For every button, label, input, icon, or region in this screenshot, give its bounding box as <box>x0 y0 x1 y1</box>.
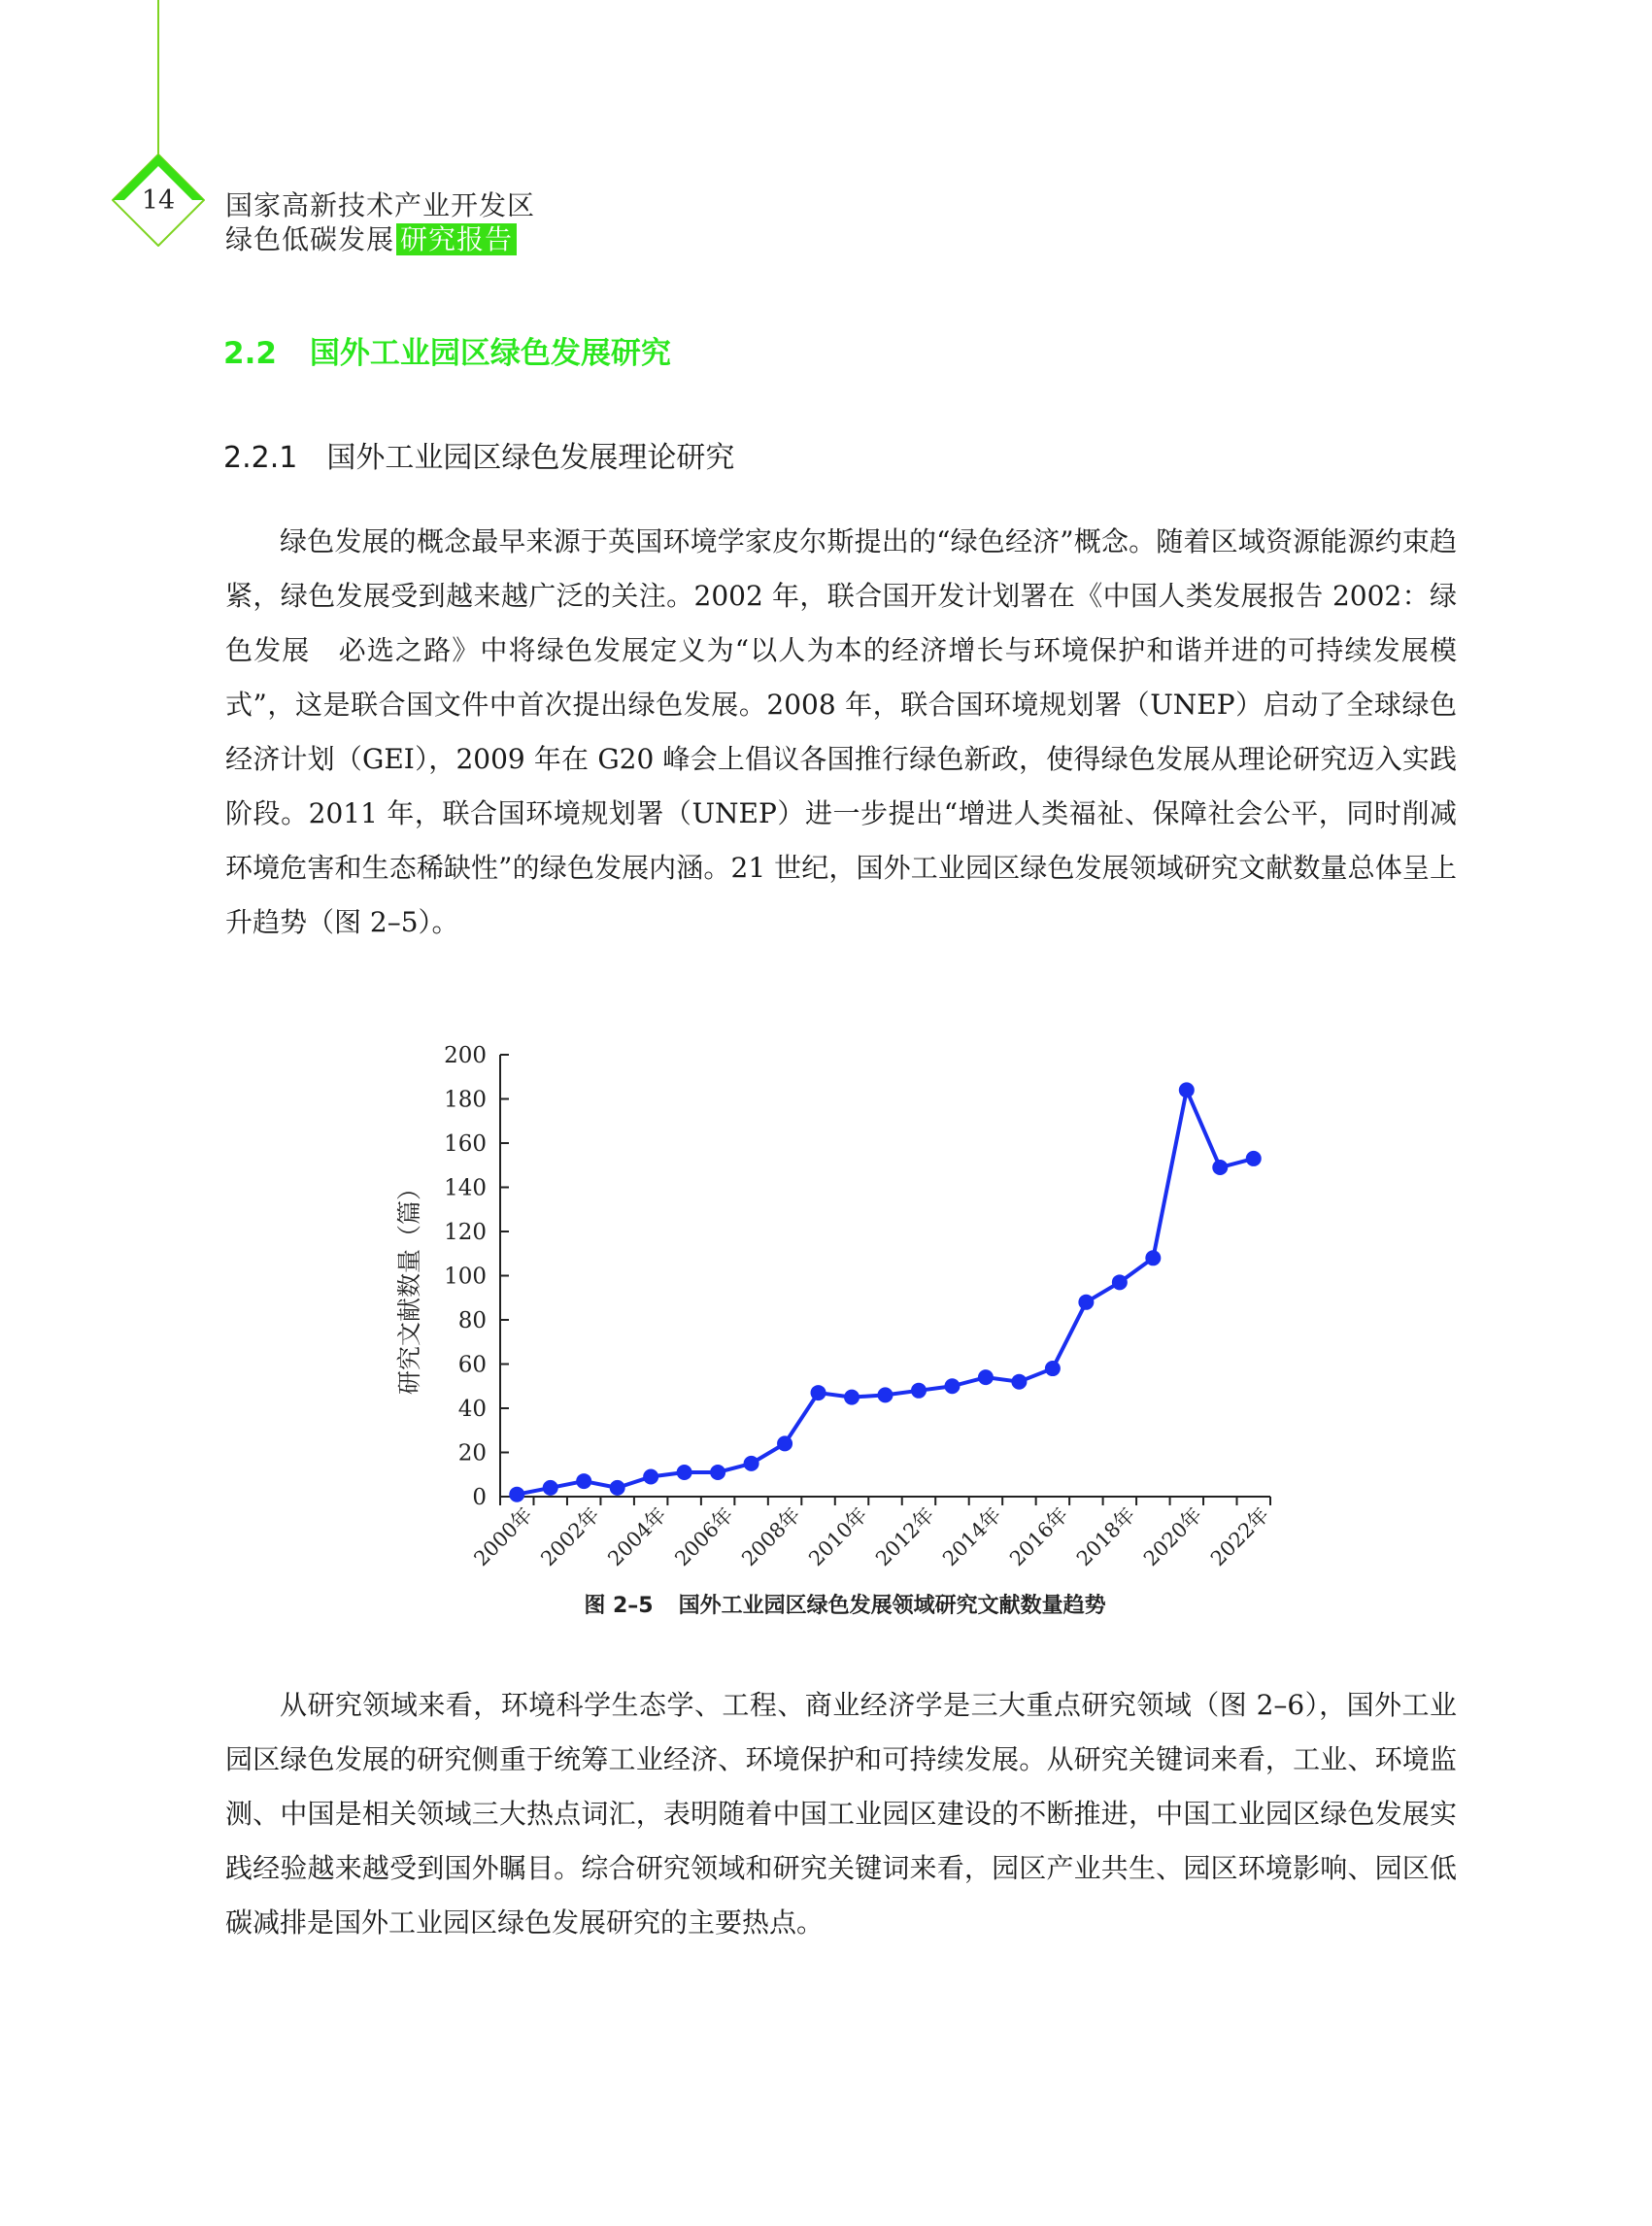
x-tick-label: 2000年 <box>469 1502 538 1571</box>
y-tick-label: 80 <box>457 1308 487 1333</box>
y-ticks <box>444 1043 509 1510</box>
y-tick-label: 200 <box>444 1043 487 1068</box>
paragraph-text: 绿色发展的概念最早来源于英国环境学家皮尔斯提出的“绿色经济”概念。随着区域资源能源约束趋紧，绿色发展受到越来越广泛的关注。2002 年，联合国开发计划署在《中国人类发展报告 2002：绿色发展 必选之路》中将绿色发展定义为“以人为本的经济增长与环境保护和谐并进的可持续发展模式”，这是联合国文件中首次提出绿色发展。2008 年，联合国环境规划署（UNEP）启动了全球绿色经济计划（GEI），2009 年在 G20 峰会上倡议各国推行绿色新政，使得绿色发展从理论研究迈入实践阶段。2011 年，联合国环境规划署（UNEP）进一步提出“增进人类福祉、保障社会公平，同时削减环境危害和生态稀缺性”的绿色发展内涵。21 世纪，国外工业园区绿色发展领域研究文献数量总体呈上升趋势（图 2–5）。 <box>225 525 1457 938</box>
subsection-title: 国外工业园区绿色发展理论研究 <box>326 441 735 475</box>
y-axis-label: 研究文献数量（篇） <box>395 1175 423 1396</box>
section-title: 国外工业园区绿色发展研究 <box>309 336 671 371</box>
y-tick-label: 100 <box>444 1264 487 1290</box>
data-point <box>744 1456 759 1471</box>
data-point <box>1078 1295 1094 1310</box>
data-points <box>509 1082 1262 1501</box>
y-tick-label: 140 <box>444 1175 487 1201</box>
data-point <box>710 1465 725 1480</box>
data-point <box>643 1469 658 1485</box>
section-number: 2.2 <box>223 336 277 371</box>
y-tick-label: 60 <box>457 1352 487 1378</box>
x-tick-label: 2018年 <box>1072 1502 1140 1571</box>
x-tick-label: 2002年 <box>536 1502 604 1571</box>
data-point <box>543 1480 558 1496</box>
y-tick-label: 160 <box>444 1131 487 1157</box>
subsection-number: 2.2.1 <box>223 441 298 475</box>
paragraph-text: 从研究领域来看，环境科学生态学、工程、商业经济学是三大重点研究领域（图 2–6），国外工业园区绿色发展的研究侧重于统筹工业经济、环境保护和可持续发展。从研究关键词来看，工业、环境监测、中国是相关领域三大热点词汇，表明随着中国工业园区建设的不断推进，中国工业园区绿色发展实践经验越来越受到国外瞩目。综合研究领域和研究关键词来看，园区产业共生、园区环境影响、园区低碳减排是国外工业园区绿色发展研究的主要热点。 <box>225 1689 1457 1939</box>
running-header-prefix: 绿色低碳发展 <box>225 223 395 255</box>
y-tick-label: 120 <box>444 1220 487 1245</box>
x-ticks <box>469 1497 1273 1570</box>
data-point <box>1145 1250 1161 1265</box>
running-header-line2 <box>225 219 517 257</box>
chart-svg <box>388 1037 1301 1601</box>
data-point <box>911 1383 927 1399</box>
data-point <box>1179 1082 1195 1097</box>
data-point <box>677 1465 692 1480</box>
x-tick-label: 2004年 <box>603 1502 671 1571</box>
y-tick-label: 20 <box>457 1440 487 1467</box>
body-paragraph-1 <box>225 515 1457 950</box>
data-point <box>1112 1274 1128 1290</box>
data-point <box>844 1390 860 1405</box>
figure-title: 国外工业园区绿色发展领域研究文献数量趋势 <box>678 1594 1106 1618</box>
header-accent-line <box>157 0 159 155</box>
x-tick-label: 2012年 <box>871 1502 939 1571</box>
series-line <box>517 1090 1254 1494</box>
section-heading <box>223 328 671 372</box>
running-header-highlight: 研究报告 <box>396 223 517 255</box>
data-point <box>811 1385 826 1400</box>
data-point <box>1212 1160 1228 1175</box>
data-point <box>1246 1151 1262 1166</box>
x-tick-label: 2016年 <box>1005 1502 1073 1571</box>
data-point <box>576 1473 591 1489</box>
x-tick-label: 2008年 <box>737 1502 805 1571</box>
data-point <box>978 1369 994 1385</box>
subsection-heading <box>223 433 734 476</box>
y-tick-label: 40 <box>457 1397 487 1422</box>
y-tick-label: 180 <box>444 1087 487 1113</box>
x-tick-label: 2020年 <box>1138 1502 1207 1571</box>
data-point <box>777 1435 792 1451</box>
x-tick-label: 2022年 <box>1205 1502 1274 1571</box>
data-point <box>509 1487 524 1502</box>
x-tick-label: 2006年 <box>670 1502 738 1571</box>
data-point <box>1011 1374 1027 1390</box>
body-paragraph-2 <box>225 1678 1457 1950</box>
data-point <box>878 1387 893 1402</box>
data-point <box>944 1378 960 1394</box>
line-chart <box>388 1037 1301 1601</box>
running-header-line1: 国家高新技术产业开发区 <box>225 189 536 221</box>
figure-caption <box>388 1589 1301 1619</box>
y-tick-label: 0 <box>472 1485 487 1510</box>
data-point <box>1045 1361 1061 1376</box>
data-point <box>610 1480 625 1496</box>
x-tick-label: 2014年 <box>938 1502 1006 1571</box>
x-tick-label: 2010年 <box>804 1502 872 1571</box>
page-number: 14 <box>141 185 176 216</box>
figure-label: 图 2–5 <box>584 1594 654 1618</box>
chart-axes <box>500 1055 1270 1497</box>
